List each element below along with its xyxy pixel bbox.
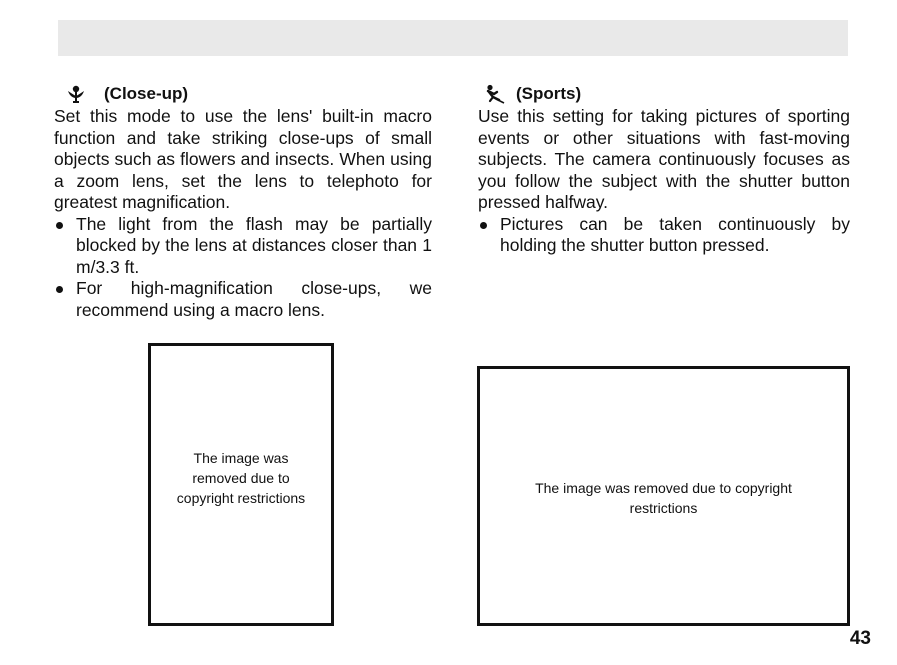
list-item: For high-magnification close-ups, we recommend using a macro lens. [54, 278, 432, 321]
flower-icon [64, 84, 88, 104]
sports-image-placeholder [477, 366, 850, 626]
sports-paragraph: Use this setting for taking pictures of sporting events or other situations with fast-moving subjects. The camera continuously focuses as you follow the subject with the shutter button pressed halfway. [478, 106, 850, 212]
list-item: Pictures can be taken continuously by holding the shutter button pressed. [478, 214, 850, 257]
close-up-heading [54, 82, 432, 106]
close-up-paragraph: Set this mode to use the lens' built-in macro function and take striking close-ups of small objects such as flowers and insects. When using a zoom lens, set the lens to telephoto for greatest magnification. [54, 106, 432, 212]
sports-section [478, 82, 850, 257]
sports-heading [478, 82, 850, 106]
image-notice: The image was removed due to copyright restrictions [176, 449, 306, 506]
bullet-icon [480, 222, 487, 229]
sports-title: (Sports) [516, 84, 582, 104]
sports-bullets [478, 214, 850, 257]
image-notice: The image was removed due to copyright restrictions [535, 480, 792, 516]
close-up-title: (Close-up) [104, 84, 189, 104]
close-up-bullets [54, 214, 432, 322]
runner-icon [482, 84, 506, 104]
bullet-icon [56, 286, 63, 293]
header-band [58, 20, 848, 56]
bullet-icon [56, 222, 63, 229]
close-up-image-placeholder [148, 343, 334, 626]
close-up-section [54, 82, 432, 321]
page-number: 43 [849, 628, 871, 649]
list-item: The light from the flash may be partially blocked by the lens at distances closer than 1 m/3.3 ft. [54, 214, 432, 279]
